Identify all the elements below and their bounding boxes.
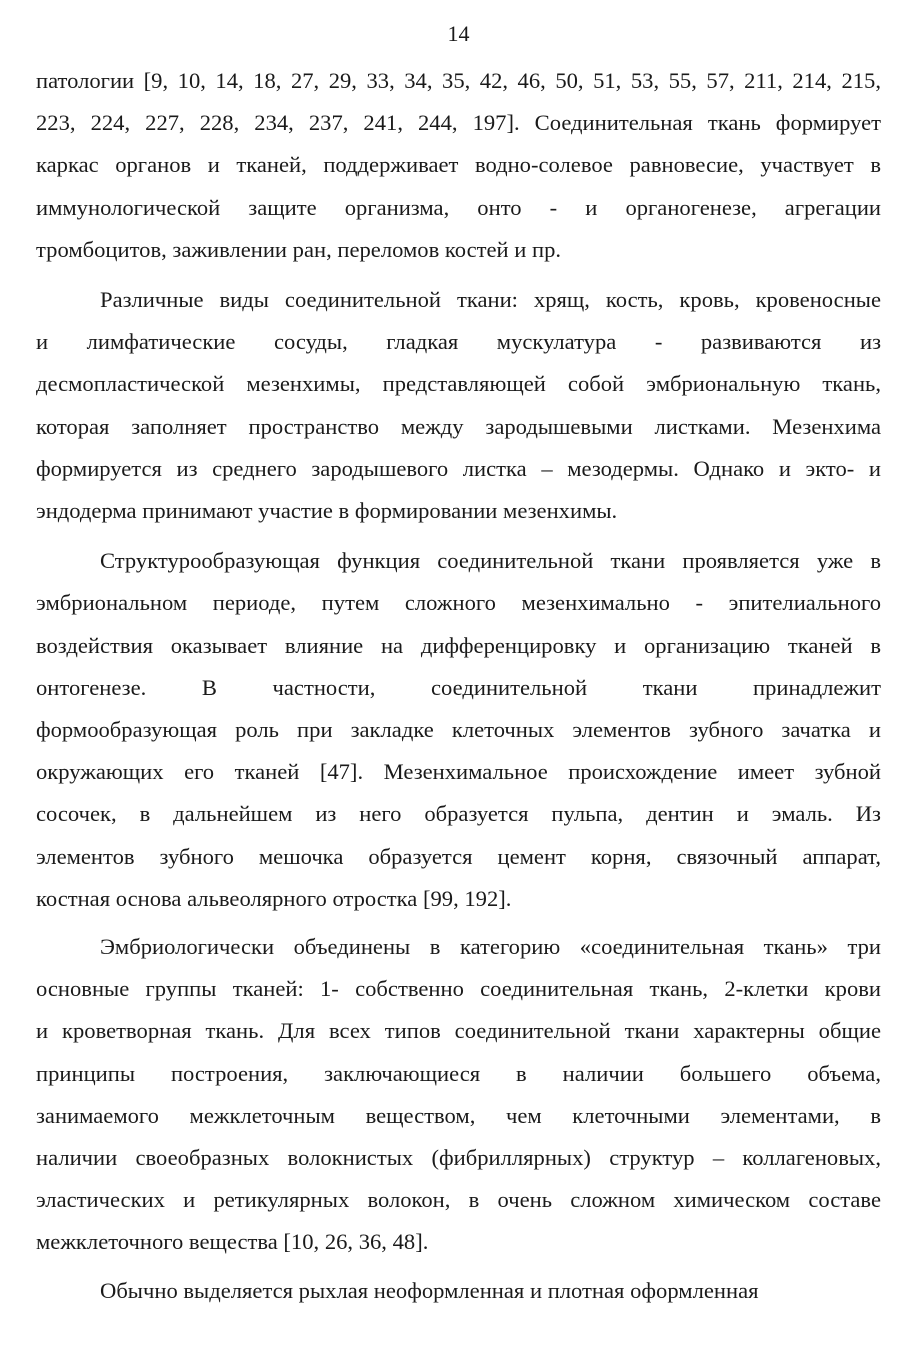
text-line: основные группы тканей: 1- собственно соединительная ткань, 2-клетки крови bbox=[36, 976, 881, 1002]
paragraph bbox=[36, 540, 881, 920]
text-line: 223, 224, 227, 228, 234, 237, 241, 244, 197]. Соединительная ткань формирует bbox=[36, 110, 881, 136]
text-line: онтогенезе. В частности, соединительной ткани принадлежит bbox=[36, 674, 881, 700]
text-line: костная основа альвеолярного отростка [99, 192]. bbox=[36, 885, 512, 911]
text-line: окружающих его тканей [47]. Мезенхимальное происхождение имеет зубной bbox=[36, 759, 881, 785]
text-line: которая заполняет пространство между зародышевыми листками. Мезенхима bbox=[36, 413, 881, 439]
text-line: Эмбриологически объединены в категорию «соединительная ткань» три bbox=[100, 934, 881, 960]
text-line: и кроветворная ткань. Для всех типов соединительной ткани характерны общие bbox=[36, 1018, 881, 1044]
text-line: эндодерма принимают участие в формировании мезенхимы. bbox=[36, 498, 618, 524]
body-text bbox=[36, 60, 881, 1312]
text-line: Обычно выделяется рыхлая неоформленная и плотная оформленная bbox=[100, 1277, 759, 1303]
text-line: эластических и ретикулярных волокон, в очень сложном химическом составе bbox=[36, 1187, 881, 1213]
text-line: Различные виды соединительной ткани: хрящ, кость, кровь, кровеносные bbox=[100, 287, 881, 313]
text-line: каркас органов и тканей, поддерживает водно-солевое равновесие, участвует в bbox=[36, 152, 881, 178]
paragraph bbox=[36, 279, 881, 532]
text-line: и лимфатические сосуды, гладкая мускулатура - развиваются из bbox=[36, 329, 881, 355]
page-number: 14 bbox=[447, 21, 470, 46]
paragraph bbox=[36, 926, 881, 1264]
text-line: принципы построения, заключающиеся в наличии большего объема, bbox=[36, 1060, 881, 1086]
text-line: Структурообразующая функция соединительной ткани проявляется уже в bbox=[100, 548, 881, 574]
document-page bbox=[36, 0, 881, 1312]
paragraph bbox=[36, 60, 881, 271]
text-line: патологии [9, 10, 14, 18, 27, 29, 33, 34, 35, 42, 46, 50, 51, 53, 55, 57, 211, 214, 215, bbox=[36, 68, 881, 93]
text-line: формируется из среднего зародышевого листка – мезодермы. Однако и экто- и bbox=[36, 455, 881, 481]
text-line: занимаемого межклеточным веществом, чем клеточными элементами, в bbox=[36, 1102, 881, 1128]
text-line: эмбриональном периоде, путем сложного мезенхимально - эпителиального bbox=[36, 590, 881, 616]
text-line: межклеточного вещества [10, 26, 36, 48]. bbox=[36, 1229, 429, 1255]
text-line: элементов зубного мешочка образуется цемент корня, связочный аппарат, bbox=[36, 843, 881, 869]
text-line: иммунологической защите организма, онто - и органогенезе, агрегации bbox=[36, 194, 881, 220]
text-line: воздействия оказывает влияние на дифференцировку и организацию тканей в bbox=[36, 632, 881, 658]
text-line: наличии своеобразных волокнистых (фибриллярных) структур – коллагеновых, bbox=[36, 1145, 881, 1171]
paragraph bbox=[36, 1270, 881, 1312]
text-line: формообразующая роль при закладке клеточных элементов зубного зачатка и bbox=[36, 717, 881, 743]
text-line: десмопластической мезенхимы, представляющей собой эмбриональную ткань, bbox=[36, 371, 881, 397]
text-line: сосочек, в дальнейшем из него образуется пульпа, дентин и эмаль. Из bbox=[36, 801, 881, 827]
text-line: тромбоцитов, заживлении ран, переломов костей и пр. bbox=[36, 236, 562, 262]
